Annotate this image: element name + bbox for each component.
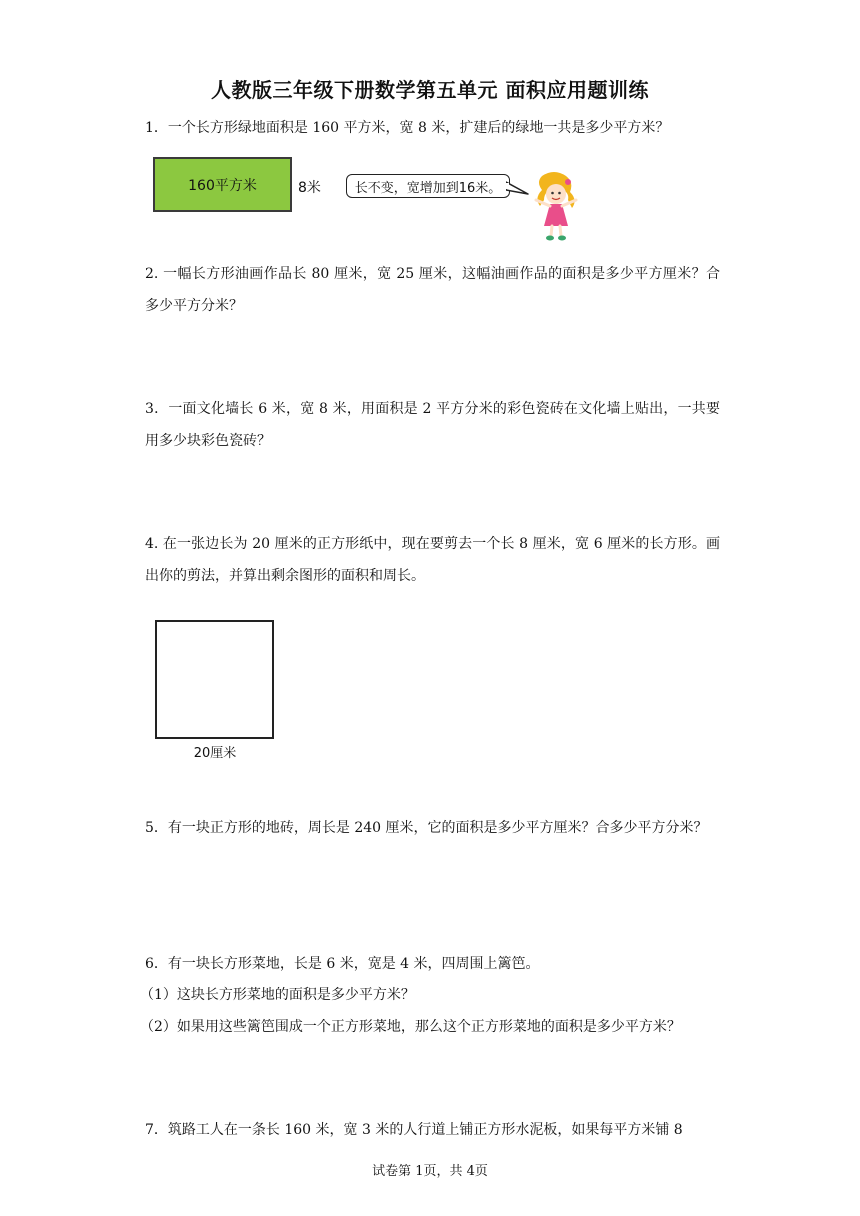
speech-bubble	[346, 174, 510, 198]
question-1: 1．一个长方形绿地面积是 160 平方米，宽 8 米，扩建后的绿地一共是多少平方米？	[145, 120, 670, 136]
area-label: 160平方米	[188, 177, 257, 194]
question-2: 2. 一幅长方形油画作品长 80 厘米，宽 25 厘米，这幅油画作品的面积是多少平方厘米？合多少平方分米？	[145, 266, 720, 314]
page-title: 人教版三年级下册数学第五单元 面积应用题训练	[211, 78, 649, 102]
girl-cartoon-icon	[528, 170, 584, 242]
question-6-part-2: （2）如果用这些篱笆围成一个正方形菜地，那么这个正方形菜地的面积是多少平方米？	[140, 1019, 681, 1035]
question-3: 3．一面文化墙长 6 米，宽 8 米，用面积是 2 平方分米的彩色瓷砖在文化墙上贴出，一共要用多少块彩色瓷砖？	[145, 401, 720, 449]
speech-text: 长不变，宽增加到16米。	[354, 180, 502, 196]
width-label: 8米	[298, 180, 321, 196]
question-6-part-1: （1）这块长方形菜地的面积是多少平方米？	[140, 987, 415, 1003]
question-4: 4. 在一张边长为 20 厘米的正方形纸中，现在要剪去一个长 8 厘米，宽 6 厘米的长方形。画出你的剪法，并算出剩余图形的面积和周长。	[145, 536, 720, 584]
square-paper	[155, 620, 274, 739]
page-footer: 试卷第 1页，共 4页	[372, 1164, 488, 1179]
green-rectangle	[153, 157, 292, 212]
question-5: 5．有一块正方形的地砖，周长是 240 厘米，它的面积是多少平方厘米？合多少平方分米？	[145, 820, 708, 836]
question-6: 6．有一块长方形菜地，长是 6 米，宽是 4 米，四周围上篱笆。	[145, 956, 540, 972]
square-side-label: 20厘米	[193, 746, 237, 761]
question-7: 7．筑路工人在一条长 160 米，宽 3 米的人行道上铺正方形水泥板，如果每平方米铺 8	[145, 1122, 683, 1138]
